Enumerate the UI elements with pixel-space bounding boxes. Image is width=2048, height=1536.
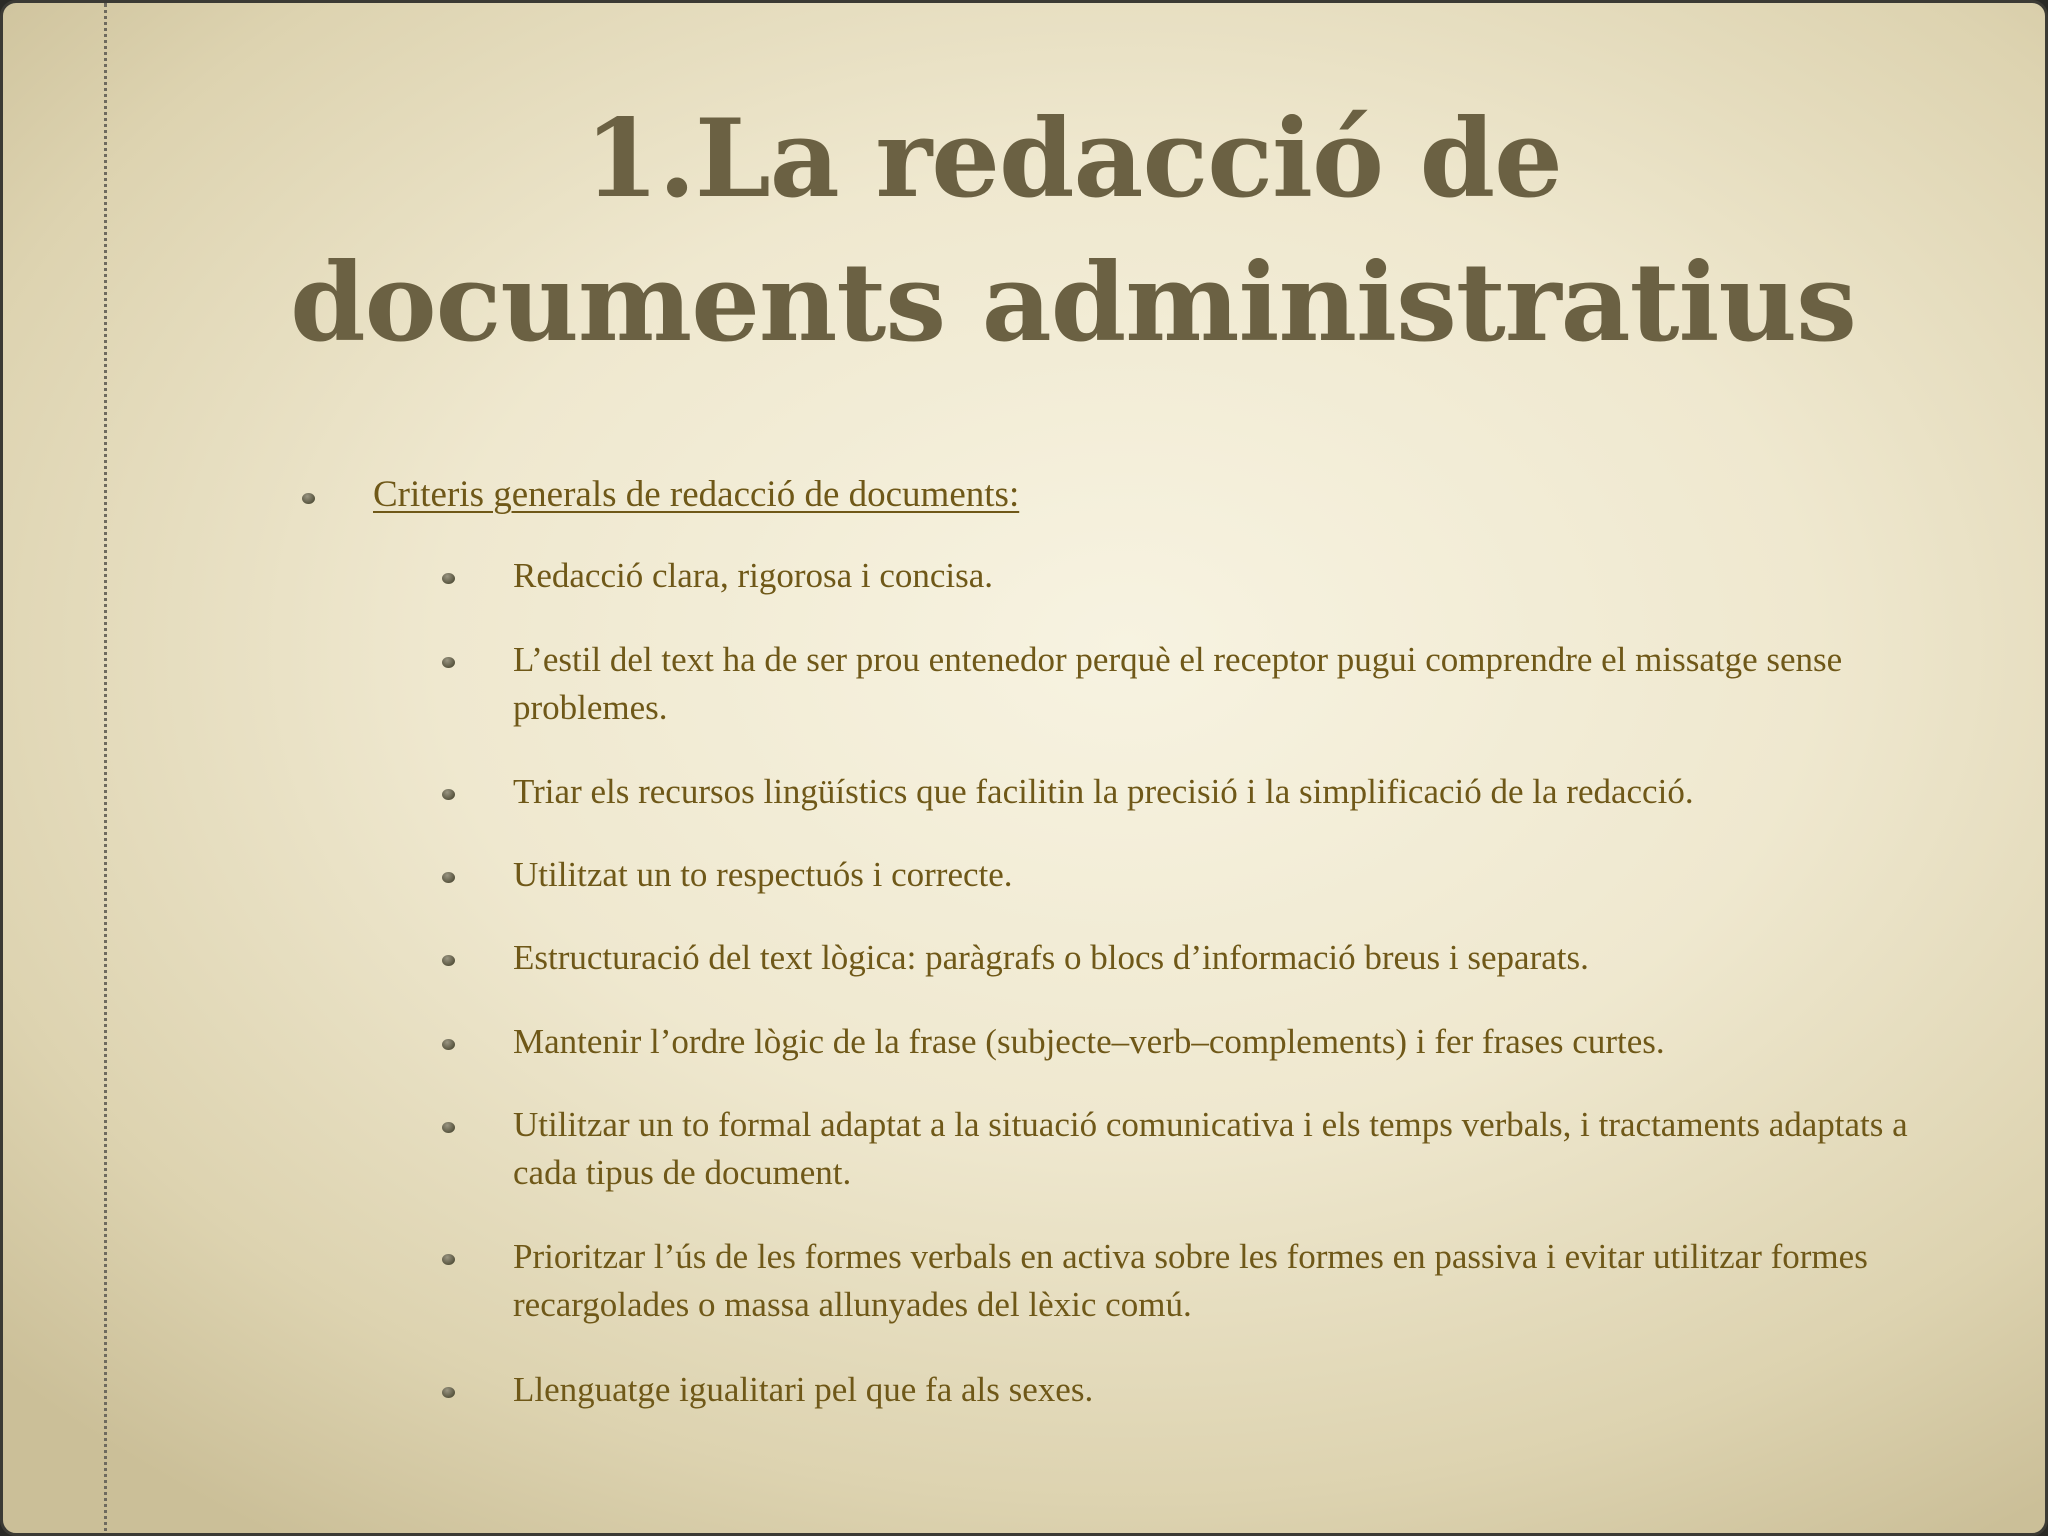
main-bullet-heading: Criteris generals de redacció de documents:: [373, 474, 1020, 515]
bullet-icon: [442, 872, 455, 883]
bullet-list: [3, 3, 2048, 1536]
bullet-icon: [442, 573, 455, 584]
bullet-icon: [442, 1039, 455, 1050]
list-item: L’estil del text ha de ser prou entenedor perquè el receptor pugui comprendre el missatge sense problemes.: [513, 640, 1843, 727]
bullet-icon: [442, 657, 455, 668]
list-item: Utilitzat un to respectuós i correcte.: [513, 855, 1013, 894]
list-item: Estructuració del text lògica: paràgrafs o blocs d’informació breus i separats.: [513, 938, 1589, 977]
bullet-icon: [442, 1122, 455, 1133]
bullet-icon: [442, 1254, 455, 1265]
list-item: Prioritzar l’ús de les formes verbals en activa sobre les formes en passiva i evitar utilitzar formes recargolades o massa allunyades del lèxic comú.: [513, 1237, 1868, 1324]
list-item: Mantenir l’ordre lògic de la frase (subjecte–verb–complements) i fer frases curtes.: [513, 1022, 1665, 1061]
bullet-icon: [442, 789, 455, 800]
list-item: Redacció clara, rigorosa i concisa.: [513, 556, 994, 595]
list-item: Llenguatge igualitari pel que fa als sexes.: [513, 1370, 1094, 1409]
slide-title-line-1: 1.La redacció de: [584, 96, 1562, 222]
list-item: Utilitzar un to formal adaptat a la situació comunicativa i els temps verbals, i tractaments adaptats a cada tipus de document.: [513, 1105, 1908, 1192]
slide-title-line-2: documents administratius: [290, 240, 1856, 366]
bullet-icon: [442, 955, 455, 966]
list-item: Triar els recursos lingüístics que facilitin la precisió i la simplificació de la redacció.: [513, 772, 1694, 811]
bullet-icon: [442, 1387, 455, 1398]
bullet-icon: [302, 493, 315, 504]
